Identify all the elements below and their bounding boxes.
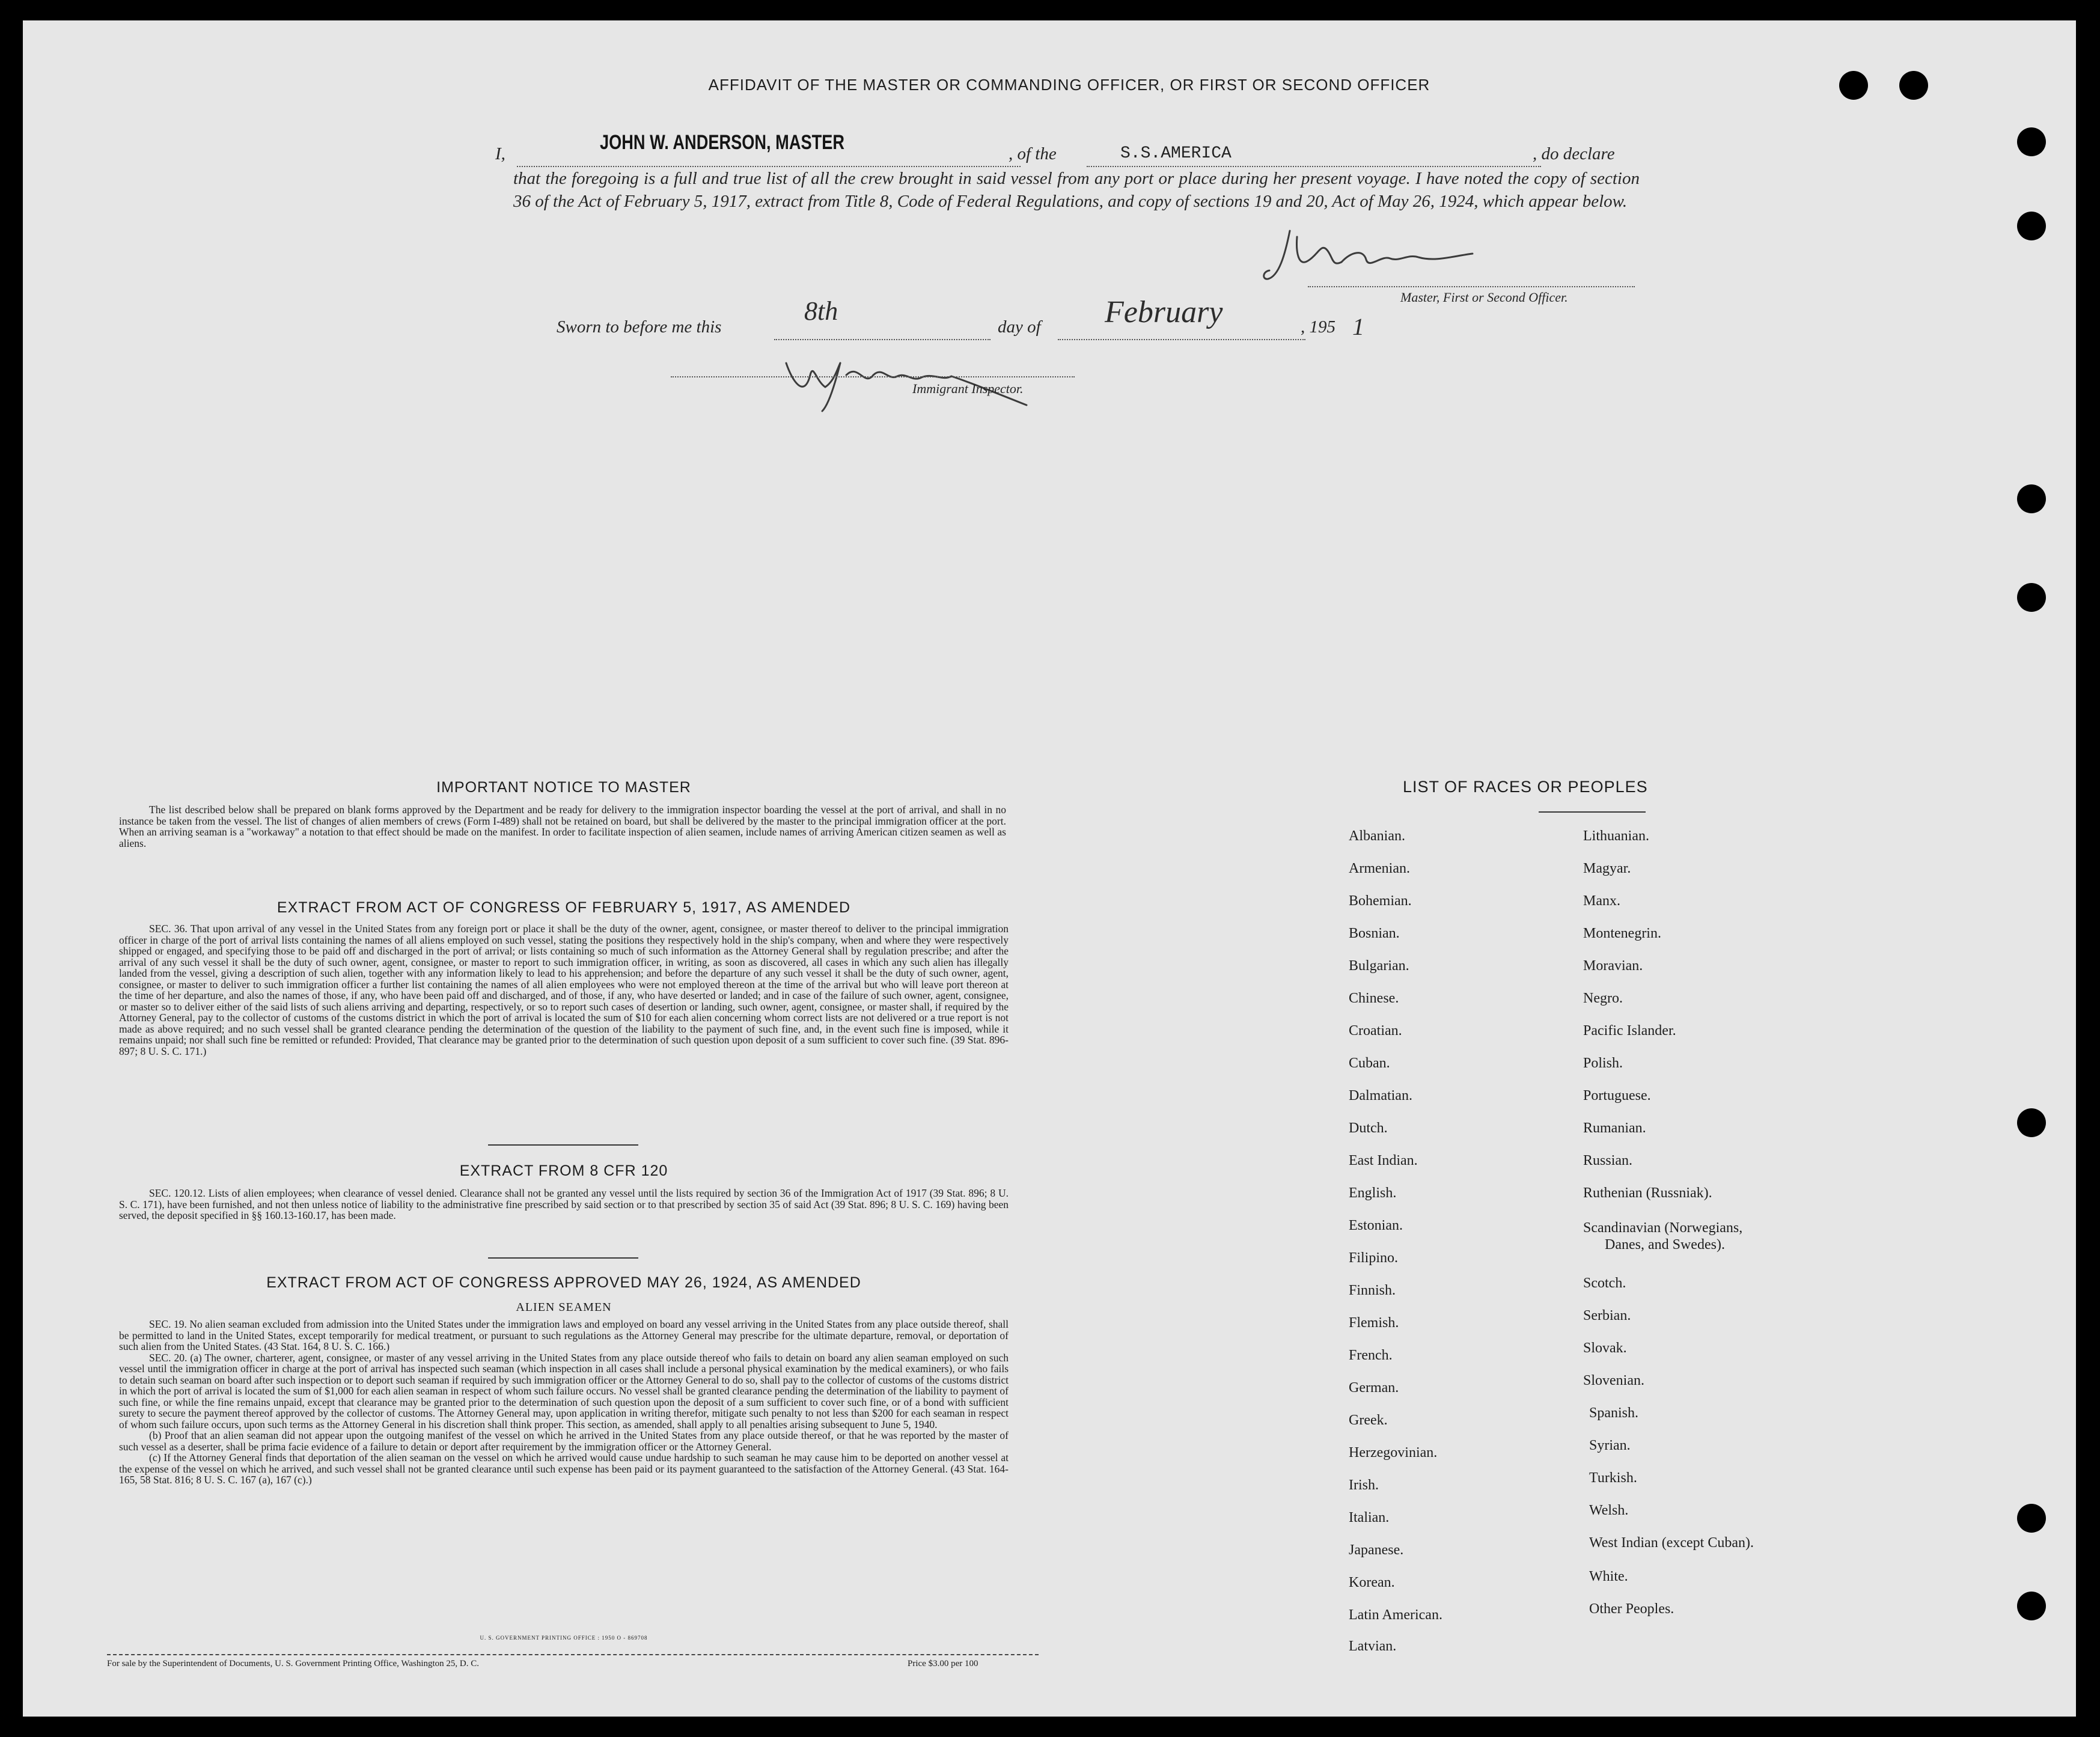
inspector-caption: Immigrant Inspector. (912, 381, 1024, 396)
extract-1924-title: EXTRACT FROM ACT OF CONGRESS APPROVED MAY 26, 1924, AS AMENDED (266, 1274, 861, 1291)
race-right-item: Pacific Islander. (1583, 1023, 1676, 1039)
sworn-month: February (1105, 295, 1223, 329)
race-right-item: Turkish. (1589, 1470, 1637, 1486)
race-right-item: Other Peoples. (1589, 1601, 1674, 1617)
race-right-item: Montenegrin. (1583, 926, 1661, 941)
punch-hole (2017, 1592, 2046, 1620)
race-right-item: Manx. (1583, 893, 1620, 909)
extract-cfr-body: SEC. 120.12. Lists of alien employees; when clearance of vessel denied. Clearance shall not be granted any vessel until the lists required by section 36 of the Immigration Act of 1917 (39 Stat. 896; 8 U. S. C. 171), have been furnished, and not then unless notice of liability to the administrative fine prescribed by said section or to that prescribed by section 35 of said Act (39 Stat. 896; 8 U. S. C. 169) having been served, the deposit specified in §§ 160.13-160.17, has been made. (119, 1187, 1009, 1221)
race-right-item: Polish. (1583, 1055, 1623, 1071)
affidavit-body: that the foregoing is a full and true list of all the crew brought in said vessel from any port or place during her present voyage. I have noted the copy of section 36 of the Act of February 5, 1917, extract from Title 8, Code of Federal Regulations, and copy of sections 19 and 20, Act of May 26, 1924, which appear below. (513, 169, 1640, 211)
affidavit-i-label: I, (495, 144, 505, 163)
race-right-item: White. (1589, 1569, 1628, 1584)
race-left-item: Albanian. (1349, 828, 1405, 844)
races-title-underline (1539, 811, 1646, 813)
notice-body: The list described below shall be prepared on blank forms approved by the Department and be ready for delivery to the immigration inspector boarding the vessel at the port of arrival, and shall in no instance be taken from the vessel. The list of changes of alien members of crews (Form I-489) shall not be retained on board, but shall be delivered by the master to the principal immigration officer at the port. When an arriving seaman is a "workaway" a notation to that effect should be made on the manifest. In order to facilitate inspection of alien seamen, include names of arriving American citizen seamen as well as aliens. (119, 804, 1006, 849)
race-left-item: Japanese. (1349, 1542, 1404, 1558)
race-left-item: Italian. (1349, 1510, 1390, 1525)
year-digit: 1 (1352, 313, 1364, 340)
inspector-signature-line (671, 376, 1075, 377)
extract-cfr-title: EXTRACT FROM 8 CFR 120 (459, 1162, 668, 1179)
punch-hole (2017, 212, 2046, 240)
race-left-item: Cuban. (1349, 1055, 1390, 1071)
master-signature-line (1308, 286, 1635, 287)
race-left-item: English. (1349, 1185, 1397, 1201)
race-left-item: Finnish. (1349, 1283, 1396, 1298)
race-left-item: Chinese. (1349, 991, 1399, 1006)
extract-1924-subtitle: ALIEN SEAMEN (516, 1301, 612, 1314)
master-name: JOHN W. ANDERSON, MASTER (600, 131, 845, 154)
race-left-item: French. (1349, 1348, 1393, 1363)
race-right-item: Russian. (1583, 1153, 1633, 1168)
race-right-item: Negro. (1583, 991, 1623, 1006)
race-left-item: Filipino. (1349, 1250, 1399, 1266)
section-divider (488, 1144, 638, 1146)
punch-hole (1899, 71, 1928, 100)
race-left-item: Croatian. (1349, 1023, 1402, 1039)
section-20b: (b) Proof that an alien seaman did not appear upon the outgoing manifest of the vessel on which he arrived in the United States from any place outside thereof, or that he was reported by the master of such vessel as a deserter, shall be prima facie evidence of a failure to detain or deport after requirement by the immigration officer or the Attorney General. (119, 1429, 1009, 1453)
race-right-item: West Indian (except Cuban). (1589, 1535, 1754, 1551)
footer-rule (107, 1654, 1039, 1655)
affidavit-do-declare: , do declare (1533, 144, 1615, 163)
race-left-item: Estonian. (1349, 1218, 1403, 1233)
race-right-item: Ruthenian (Russniak). (1583, 1185, 1712, 1201)
affidavit-title: AFFIDAVIT OF THE MASTER OR COMMANDING OFFICER, OR FIRST OR SECOND OFFICER (708, 76, 1430, 94)
section-divider (488, 1257, 638, 1259)
race-left-item: East Indian. (1349, 1153, 1418, 1168)
race-left-item: Dutch. (1349, 1120, 1388, 1136)
race-left-item: Herzegovinian. (1349, 1445, 1438, 1461)
punch-hole (2017, 1108, 2046, 1137)
document-sheet (23, 20, 2076, 1717)
punch-hole (2017, 1504, 2046, 1533)
race-right-item: Portuguese. (1583, 1088, 1651, 1104)
races-title: LIST OF RACES OR PEOPLES (1403, 778, 1648, 796)
race-right-item: Danes, and Swedes). (1605, 1237, 1725, 1253)
race-right-item: Scotch. (1583, 1275, 1626, 1291)
sworn-day: 8th (804, 296, 838, 326)
race-right-item: Slovak. (1583, 1340, 1627, 1356)
race-right-item: Lithuanian. (1583, 828, 1649, 844)
race-left-item: Bosnian. (1349, 926, 1400, 941)
race-right-item: Syrian. (1589, 1438, 1631, 1453)
section-20a: SEC. 20. (a) The owner, charterer, agent, consignee, or master of any vessel arriving in the United States from any place outside thereof who fails to detain on board any alien seaman employed on such vessel until the immigration officer in charge at the port of arrival has inspected such seaman (which inspection in all cases shall include a personal physical examination by the medical examiners), or who fails to detain such seaman on board after such inspection or to deport such seaman if required by such immigration officer or the Attorney General to do so, shall pay to the collector of customs of the customs district in which the port of arrival is located the sum of $1,000 for each alien seaman in respect of whom such failure occurs. No vessel shall be granted clearance pending the determination of the liability to payment of such fine, or while the fine remains unpaid, except that clearance may be granted prior to the determination of such question upon the deposit of a sum sufficient to cover such fine, or of a bond with sufficient surety to secure the payment thereof approved by the collector of customs. The Attorney General may, upon application in writing therefor, mitigate such penalty to not less than $200 for each seaman in respect of whom such failure occurs, upon such terms as the Attorney General in his discretion shall think proper. This section, as amended, shall apply to all penalties arising subsequent to June 5, 1940. (119, 1351, 1009, 1430)
punch-hole (2017, 484, 2046, 513)
notice-title: IMPORTANT NOTICE TO MASTER (436, 779, 691, 796)
race-left-item: German. (1349, 1380, 1399, 1396)
race-right-item: Welsh. (1589, 1503, 1629, 1518)
day-of-label: day of (998, 317, 1041, 337)
printing-office-note: U. S. GOVERNMENT PRINTING OFFICE : 1950 O - 869708 (480, 1635, 648, 1641)
race-left-item: Bohemian. (1349, 893, 1412, 909)
master-caption: Master, First or Second Officer. (1400, 290, 1568, 305)
extract-1924-body (119, 1319, 1009, 1486)
race-right-item: Slovenian. (1583, 1373, 1644, 1388)
race-left-item: Greek. (1349, 1412, 1388, 1428)
extract-1917-body: SEC. 36. That upon arrival of any vessel in the United States from any foreign port or place it shall be the duty of the owner, agent, consignee, or master thereof to deliver to the principal immigration officer in charge of the port of arrival lists containing the names of all aliens employed on such vessel, stating the positions they respectively hold in the ship's company, when and where they were respectively shipped or engaged, and specifying those to be paid off and discharged in the port of arrival; or lists containing so much of such information as the Attorney General shall by regulation prescribe; and after the arrival of any such vessel it shall be the duty of such owner, agent, consignee, or master to report to such immigration officer, in writing, as soon as discovered, all cases in which any such alien has illegally landed from the vessel, giving a description of such alien, together with any information likely to lead to his apprehension; and before the departure of any such vessel it shall be the duty of such owner, agent, consignee, or master to deliver to such immigration officer a further list containing the names of all alien employees who were not employed thereon at the time of the arrival but who will leave port thereon at the time of her departure, and also the names of those, if any, who have been paid off and discharged, and of those, if any, who have deserted or landed; and in case of the failure of such owner, agent, consignee, or master so to deliver either of the said lists of such aliens arriving and departing, respectively, or so to report such cases of desertion or landing, such owner, agent, consignee, or master shall, if required by the Attorney General, pay to the collector of customs of the customs district in which the port of arrival is located the sum of $10 for each alien concerning whom correct lists are not delivered or a true report is not made as above required; and no such vessel shall be granted clearance pending the determination of the question of the liability to the payment of such fine, and, in the event such fine is imposed, while it remains unpaid; nor shall such fine be remitted or refunded: Provided, That clearance may be granted prior to the determination of such question upon deposit of a sum sufficient to cover such fine. (39 Stat. 896-897; 8 U. S. C. 171.) (119, 923, 1009, 1057)
race-left-item: Korean. (1349, 1575, 1395, 1590)
race-left-item: Latin American. (1349, 1607, 1442, 1623)
race-right-item: Spanish. (1589, 1405, 1639, 1421)
race-right-item: Rumanian. (1583, 1120, 1646, 1136)
vessel-name: S.S.AMERICA (1120, 144, 1232, 163)
footer-price: Price $3.00 per 100 (908, 1659, 978, 1668)
footer-sale-note: For sale by the Superintendent of Documents, U. S. Government Printing Office, Washington 25, D. C. (107, 1659, 479, 1668)
race-left-item: Dalmatian. (1349, 1088, 1412, 1104)
section-19: SEC. 19. No alien seaman excluded from admission into the United States under the immigration laws and employed on board any vessel arriving in the United States from any place outside thereof, shall be permitted to land in the United States, except temporarily for medical treatment, or pursuant to such regulations as the Attorney General may prescribe for the ultimate departure, removal, or deportation of such alien from the United States. (43 Stat. 164, 8 U. S. C. 166.) (119, 1318, 1009, 1352)
section-20c: (c) If the Attorney General finds that deportation of the alien seaman on the vessel on which he arrived would cause undue hardship to such seaman he may cause him to be deported on another vessel at the expense of the vessel on which he arrived, and such vessel shall not be granted clearance until such expense has been paid or its payment guaranteed to the satisfaction of the Attorney General. (43 Stat. 164-165, 58 Stat. 816; 8 U. S. C. 167 (a), 167 (c).) (119, 1452, 1009, 1486)
punch-hole (2017, 583, 2046, 612)
inspector-signature (768, 339, 1081, 417)
sworn-label: Sworn to before me this (557, 317, 722, 337)
race-right-item: Magyar. (1583, 861, 1631, 876)
race-right-item: Scandinavian (Norwegians, (1583, 1220, 1743, 1236)
race-right-item: Serbian. (1583, 1308, 1631, 1323)
affidavit-of-the: , of the (1009, 144, 1057, 163)
race-left-item: Bulgarian. (1349, 958, 1409, 974)
punch-hole (1839, 71, 1868, 100)
master-signature (1261, 219, 1477, 291)
punch-hole (2017, 127, 2046, 156)
race-left-item: Irish. (1349, 1477, 1379, 1493)
race-left-item: Armenian. (1349, 861, 1410, 876)
extract-1917-title: EXTRACT FROM ACT OF CONGRESS OF FEBRUARY 5, 1917, AS AMENDED (276, 899, 851, 916)
year-prefix: , 195 (1301, 317, 1335, 337)
race-left-item: Flemish. (1349, 1315, 1399, 1331)
race-left-item: Latvian. (1349, 1638, 1397, 1654)
race-right-item: Moravian. (1583, 958, 1643, 974)
